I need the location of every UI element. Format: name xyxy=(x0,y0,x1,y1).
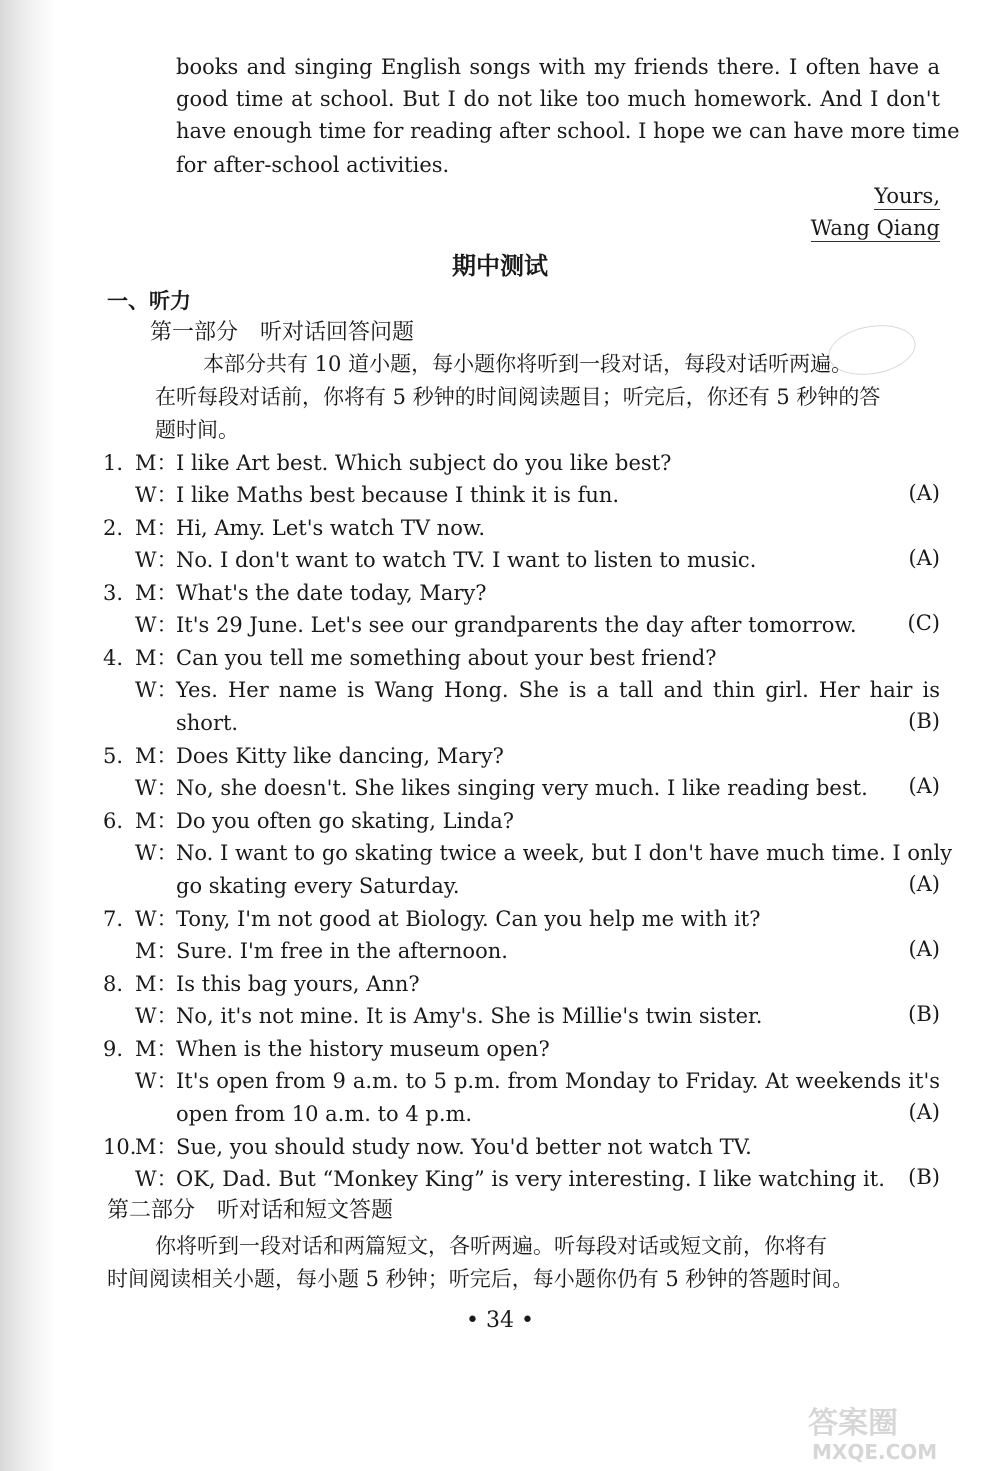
watermark-logo-text: 答案圈 xyxy=(808,1406,898,1441)
speaker-label: W： xyxy=(135,776,178,800)
speaker-label: W： xyxy=(135,613,178,637)
question-number: 6. xyxy=(103,809,124,833)
part-two-instructions: 你将听到一段对话和两篇短文，各听两遍。听每段对话或短文前，你将有 xyxy=(155,1234,827,1258)
answer-label: (A) xyxy=(908,937,940,961)
speaker-label: W： xyxy=(135,1069,178,1093)
speaker-label: W： xyxy=(135,1004,178,1028)
speaker-label: M： xyxy=(135,451,178,475)
part-one-heading: 第一部分 听对话回答问题 xyxy=(150,320,415,345)
part-one-instructions: 题时间。 xyxy=(155,418,239,442)
speaker-label: M： xyxy=(135,1037,178,1061)
dialogue-line: It's 29 June. Let's see our grandparents the day after tomorrow. xyxy=(176,613,857,637)
letter-line: good time at school. But I do not like too much homework. And I don't xyxy=(176,87,940,111)
dialogue-line: What's the date today, Mary? xyxy=(176,581,487,605)
dialogue-line: open from 10 a.m. to 4 p.m. xyxy=(176,1102,473,1126)
dialogue-line: Yes. Her name is Wang Hong. She is a tall and thin girl. Her hair is xyxy=(176,678,940,702)
answer-label: (A) xyxy=(908,546,940,570)
speaker-label: M： xyxy=(135,516,178,540)
dialogue-line: It's open from 9 a.m. to 5 p.m. from Monday to Friday. At weekends it's xyxy=(176,1069,940,1093)
dialogue-line: Sure. I'm free in the afternoon. xyxy=(176,939,508,963)
dialogue-line: No. I don't want to watch TV. I want to listen to music. xyxy=(176,548,757,572)
dialogue-line: Sue, you should study now. You'd better not watch TV. xyxy=(176,1135,752,1159)
question-number: 7. xyxy=(103,907,124,931)
answer-label: (A) xyxy=(908,1100,940,1124)
dialogue-line: OK, Dad. But “Monkey King” is very interesting. I like watching it. xyxy=(176,1167,885,1191)
answer-label: (C) xyxy=(907,611,940,635)
answer-label: (B) xyxy=(908,709,940,733)
dialogue-line: When is the history museum open? xyxy=(176,1037,550,1061)
speaker-label: W： xyxy=(135,907,178,931)
dialogue-line: Do you often go skating, Linda? xyxy=(176,809,515,833)
speaker-label: M： xyxy=(135,939,178,963)
section-title: 期中测试 xyxy=(452,252,548,280)
watermark-url: MXQE.COM xyxy=(812,1440,938,1464)
dialogue-line: No. I want to go skating twice a week, but I don't have much time. I only xyxy=(176,841,953,865)
part-two-heading: 第二部分 听对话和短文答题 xyxy=(107,1198,394,1223)
speaker-label: M： xyxy=(135,646,178,670)
speaker-label: M： xyxy=(135,972,178,996)
listening-heading: 一、听力 xyxy=(107,289,191,313)
speaker-label: W： xyxy=(135,841,178,865)
question-number: 2. xyxy=(103,516,124,540)
answer-label: (A) xyxy=(908,481,940,505)
watermark-logo xyxy=(800,1395,980,1465)
dialogue-line: I like Art best. Which subject do you like best? xyxy=(176,451,672,475)
answer-label: (B) xyxy=(908,1165,940,1189)
speaker-label: M： xyxy=(135,744,178,768)
question-number: 4. xyxy=(103,646,124,670)
part-two-instructions: 时间阅读相关小题，每小题 5 秒钟；听完后，每小题你仍有 5 秒钟的答题时间。 xyxy=(107,1267,854,1291)
speaker-label: M： xyxy=(135,1135,178,1159)
letter-line: for after-school activities. xyxy=(176,153,450,177)
letter-signature: Wang Qiang xyxy=(810,216,940,240)
question-number: 5. xyxy=(103,744,124,768)
dialogue-line: go skating every Saturday. xyxy=(176,874,460,898)
question-number: 1. xyxy=(103,451,124,475)
speaker-label: W： xyxy=(135,483,178,507)
question-number: 3. xyxy=(103,581,124,605)
part-one-instructions: 本部分共有 10 道小题，每小题你将听到一段对话，每段对话听两遍。 xyxy=(203,352,853,376)
dialogue-line: Hi, Amy. Let's watch TV now. xyxy=(176,516,485,540)
speaker-label: M： xyxy=(135,809,178,833)
letter-closing: Yours, xyxy=(874,184,940,208)
letter-line: books and singing English songs with my friends there. I often have a xyxy=(176,55,940,79)
speaker-label: W： xyxy=(135,678,178,702)
question-number: 10. xyxy=(103,1135,137,1159)
dialogue-line: No, it's not mine. It is Amy's. She is Millie's twin sister. xyxy=(176,1004,763,1028)
letter-line: have enough time for reading after school. I hope we can have more time xyxy=(176,119,960,143)
dialogue-line: Tony, I'm not good at Biology. Can you help me with it? xyxy=(176,907,761,931)
question-number: 8. xyxy=(103,972,124,996)
dialogue-line: I like Maths best because I think it is fun. xyxy=(176,483,620,507)
dialogue-line: short. xyxy=(176,711,239,735)
dialogue-line: Can you tell me something about your best friend? xyxy=(176,646,717,670)
answer-label: (A) xyxy=(908,872,940,896)
question-number: 9. xyxy=(103,1037,124,1061)
answer-label: (B) xyxy=(908,1002,940,1026)
page-number: • 34 • xyxy=(466,1308,534,1333)
speaker-label: W： xyxy=(135,548,178,572)
speaker-label: M： xyxy=(135,581,178,605)
part-one-instructions: 在听每段对话前，你将有 5 秒钟的时间阅读题目；听完后，你还有 5 秒钟的答 xyxy=(155,385,881,409)
dialogue-line: Is this bag yours, Ann? xyxy=(176,972,420,996)
answer-label: (A) xyxy=(908,774,940,798)
dialogue-line: Does Kitty like dancing, Mary? xyxy=(176,744,504,768)
speaker-label: W： xyxy=(135,1167,178,1191)
dialogue-line: No, she doesn't. She likes singing very much. I like reading best. xyxy=(176,776,868,800)
